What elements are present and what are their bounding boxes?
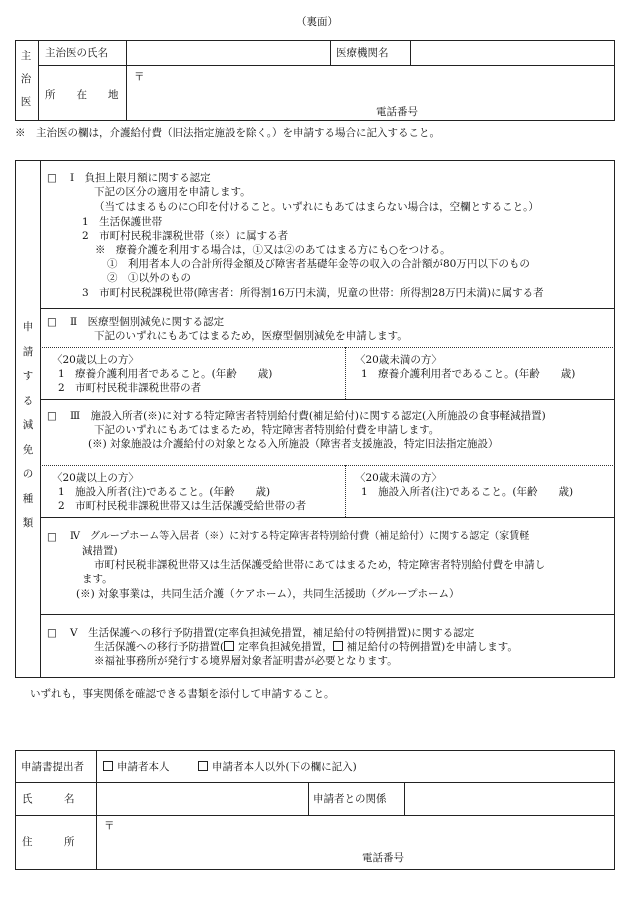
- section3-checkbox[interactable]: □: [47, 410, 57, 422]
- section1-suboption[interactable]: ② ①以外のもの: [107, 272, 191, 284]
- section3-line: 下記のいずれにもあてはまるため，特定障害者特別給付費を申請します。: [94, 424, 440, 436]
- phone-label: 電話番号: [376, 106, 418, 118]
- section5-line: 生活保護への移行予防措置( 定率負担減免措置， 補足給付の特例措置)を申請します。: [94, 641, 518, 653]
- section1-line: 下記の区分の適用を申請します。: [94, 186, 251, 198]
- other-checkbox[interactable]: [198, 761, 208, 771]
- postal-mark: 〒: [134, 71, 145, 83]
- section3-note: (※) 対象施設は介護給付の対象となる入所施設（障害者支援施設，特定旧法指定施設）: [88, 438, 499, 450]
- institution-field[interactable]: [412, 42, 612, 63]
- section2-left-item: 2 市町村民税非課税世帯の者: [58, 382, 202, 394]
- section5-heading: Ⅴ 生活保護への移行予防措置(定率負担減免措置，補足給付の特例措置)に関する認定: [70, 627, 475, 639]
- postal-mark: 〒: [104, 820, 115, 832]
- doctor-name-label: 主治医の氏名: [45, 47, 108, 59]
- fixed-rate-checkbox[interactable]: [224, 641, 234, 651]
- page-title: （裏面）: [296, 16, 338, 28]
- section4-heading-cont: 減措置): [82, 545, 118, 557]
- doctor-address-field[interactable]: [128, 67, 612, 119]
- section1-note: ※ 療養介護を利用する場合は，①又は②のあてはまる方にも○をつける。: [95, 244, 451, 256]
- doctor-name-field[interactable]: [128, 42, 328, 63]
- section3-left-heading: 〈20歳以上の方〉: [52, 472, 139, 484]
- section4-checkbox[interactable]: □: [47, 531, 57, 543]
- institution-label: 医療機関名: [336, 47, 389, 59]
- section1-option[interactable]: 3 市町村民税課税世帯(障害者：所得割16万円未満，児童の世帯：所得割28万円未満)に属する者: [82, 287, 544, 299]
- name-label: 氏 名: [22, 793, 75, 805]
- section1-heading: Ⅰ 負担上限月額に関する認定: [70, 172, 211, 184]
- section3-left-item: 2 市町村民税非課税世帯又は生活保護受給世帯の者: [58, 500, 307, 512]
- address-field[interactable]: [98, 817, 612, 868]
- section2-line: 下記のいずれにもあてはまるため，医療型個別減免を申請します。: [94, 330, 408, 342]
- section1-option[interactable]: 2 市町村民税非課税世帯（※）に属する者: [82, 230, 289, 242]
- submitter-option-self[interactable]: 申請者本人: [103, 761, 170, 773]
- submitter-label: 申請書提出者: [21, 761, 84, 773]
- section3-heading: Ⅲ 施設入所者(※)に対する特定障害者特別給付費(補足給付)に関する認定(入所施設の食事軽減措置): [70, 410, 546, 422]
- doctor-section-label: 主 治 医: [20, 50, 32, 108]
- reduction-section-label: 申 請 す る 減 免 の 種 類: [22, 321, 34, 529]
- section4-line: 市町村民税非課税世帯又は生活保護受給世帯にあてはまるため，特定障害者特別給付費を申請し: [94, 559, 546, 571]
- address-label: 住 所: [22, 836, 75, 848]
- phone-label: 電話番号: [362, 852, 404, 864]
- doctor-address-label: 所 在 地: [45, 89, 119, 101]
- section2-left-heading: 〈20歳以上の方〉: [52, 354, 139, 366]
- relation-field[interactable]: [406, 784, 612, 813]
- section2-checkbox[interactable]: □: [47, 316, 57, 328]
- section2-right-heading: 〈20歳未満の方〉: [355, 354, 442, 366]
- section3-right-heading: 〈20歳未満の方〉: [355, 472, 442, 484]
- doctor-note: ※ 主治医の欄は，介護給付費（旧法指定施設を除く。）を申請する場合に記入すること。: [15, 127, 441, 139]
- section2-left-item: 1 療養介護利用者であること。(年齢 歳): [58, 368, 273, 380]
- section1-option[interactable]: 1 生活保護世帯: [82, 216, 163, 228]
- self-checkbox[interactable]: [103, 761, 113, 771]
- submitter-option-other[interactable]: 申請者本人以外(下の欄に記入): [198, 761, 357, 773]
- section5-checkbox[interactable]: □: [47, 627, 57, 639]
- section1-suboption[interactable]: ① 利用者本人の合計所得金額及び障害者基礎年金等の収入の合計額が80万円以下のもの: [107, 258, 530, 270]
- section4-heading: Ⅳ グループホーム等入居者（※）に対する特定障害者特別給付費（補足給付）に関する認定（家賃軽: [70, 531, 530, 542]
- section5-note: ※福祉事務所が発行する境界層対象者証明書が必要となります。: [94, 655, 398, 667]
- section2-right-item: 1 療養介護利用者であること。(年齢 歳): [361, 368, 576, 380]
- relation-label: 申請者との関係: [313, 793, 387, 805]
- section1-line: （当てはまるものに○印を付けること。いずれにもあてはまらない場合は，空欄とすること。）: [94, 201, 539, 213]
- section2-heading: Ⅱ 医療型個別減免に関する認定: [70, 316, 225, 328]
- section4-note: (※) 対象事業は，共同生活介護（ケアホーム），共同生活援助（グループホーム）: [76, 588, 460, 600]
- section3-left-item: 1 施設入所者(注)であること。(年齢 歳): [58, 486, 271, 498]
- supplementary-checkbox[interactable]: [333, 641, 343, 651]
- name-field[interactable]: [98, 784, 306, 813]
- footer-note: いずれも，事実関係を確認できる書類を添付して申請すること。: [30, 688, 335, 700]
- section4-line: ます。: [82, 573, 113, 585]
- section3-right-item: 1 施設入所者(注)であること。(年齢 歳): [361, 486, 574, 498]
- section1-checkbox[interactable]: □: [47, 172, 57, 184]
